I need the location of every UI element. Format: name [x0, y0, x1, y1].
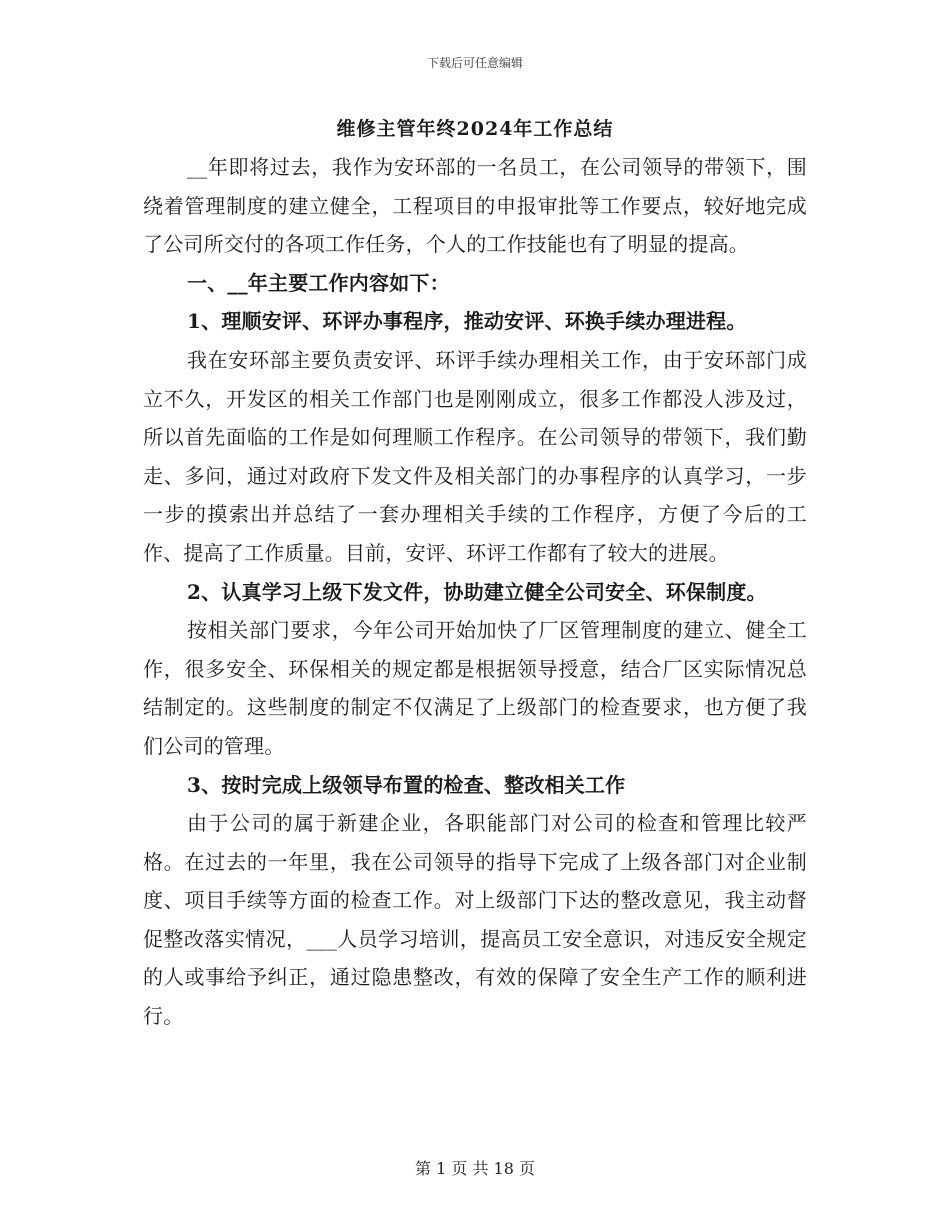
item-2-heading: 2、认真学习上级下发文件，协助建立健全公司安全、环保制度。	[187, 579, 767, 604]
page-number: 第 1 页 共 18 页	[415, 1159, 535, 1178]
item-1-heading: 1、理顺安评、环评办事程序，推动安评、环换手续办理进程。	[187, 309, 747, 334]
document-body	[143, 148, 807, 1036]
section-1-heading: 一、__年主要工作内容如下：	[187, 270, 450, 295]
item-3-paragraph: 由于公司的属于新建企业，各职能部门对公司的检查和管理比较严格。在过去的一年里，我在公司领导的指导下完成了上级各部门对企业制度、项目手续等方面的检查工作。对上级部门下达的整改意见，我主动督促整改落实情况，___人员学习培训，提高员工安全意识，对违反安全规定的人或事给予纠正，通过隐患整改，有效的保障了安全生产工作的顺利进行。	[143, 811, 807, 1029]
header-note: 下载后可任意编辑	[426, 56, 523, 70]
item-3-heading: 3、按时完成上级领导布置的检查、整改相关工作	[187, 772, 626, 797]
intro-paragraph: __年即将过去，我作为安环部的一名员工，在公司领导的带领下，围绕着管理制度的建立健全，工程项目的申报审批等工作要点，较好地完成了公司所交付的各项工作任务，个人的工作技能也有了明显的提高。	[143, 155, 807, 257]
item-2-paragraph: 按相关部门要求，今年公司开始加快了厂区管理制度的建立、健全工作，很多安全、环保相关的规定都是根据领导授意，结合厂区实际情况总结制定的。这些制度的制定不仅满足了上级部门的检查要求，也方便了我们公司的管理。	[143, 618, 807, 758]
document-title: 维修主管年终2024年工作总结	[336, 118, 614, 140]
item-1-paragraph: 我在安环部主要负责安评、环评手续办理相关工作，由于安环部门成立不久，开发区的相关工作部门也是刚刚成立，很多工作都没人涉及过，所以首先面临的工作是如何理顺工作程序。在公司领导的带领下，我们勤走、多问，通过对政府下发文件及相关部门的办事程序的认真学习，一步一步的摸索出并总结了一套办理相关手续的工作程序，方便了今后的工作、提高了工作质量。目前，安评、环评工作都有了较大的进展。	[143, 347, 807, 565]
